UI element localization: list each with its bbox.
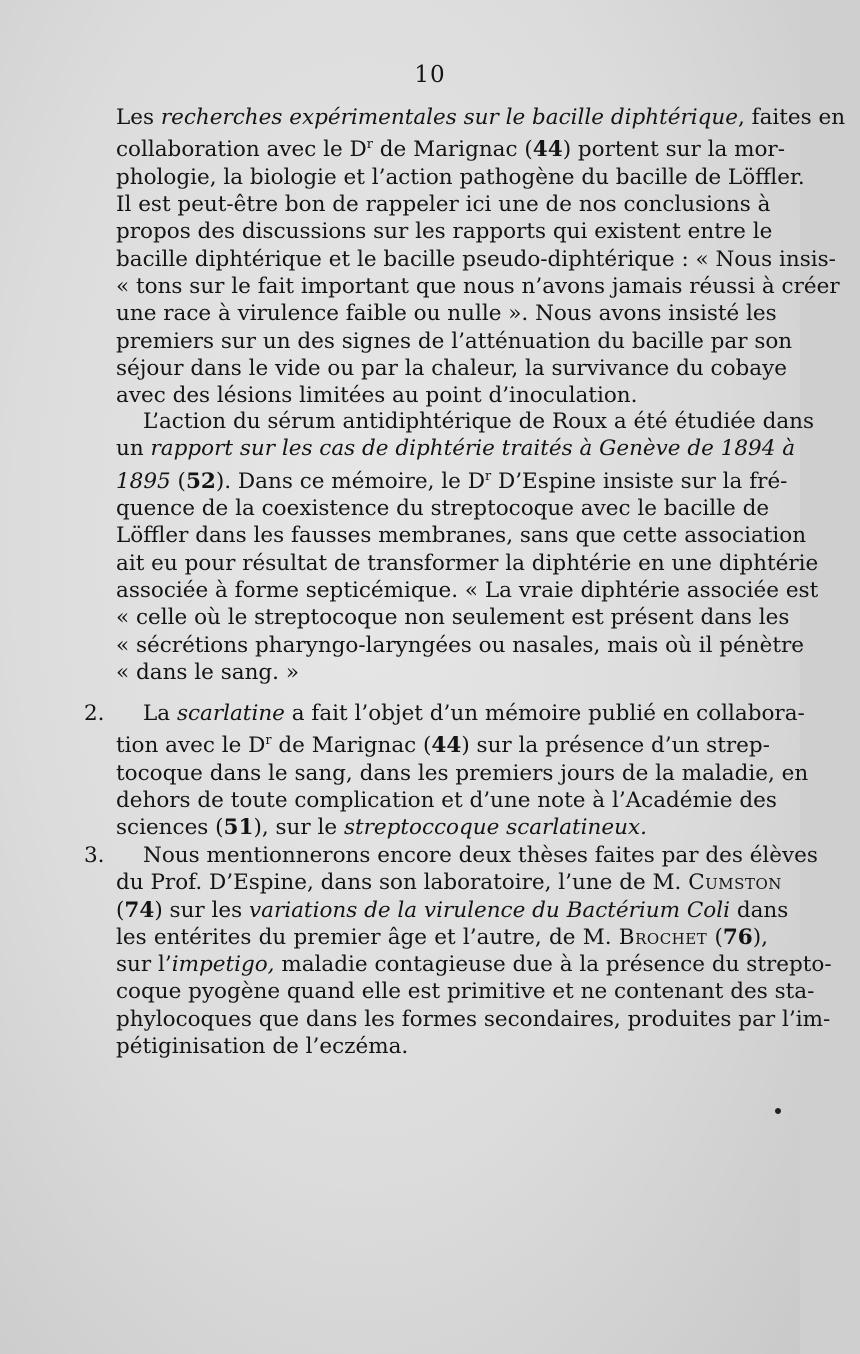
reference-number: 44 <box>431 733 462 759</box>
list-item-2-scarlatine <box>84 700 809 842</box>
list-item-number: 3. <box>84 843 105 868</box>
text-line: « celle où le streptocoque non seulement est présent dans les <box>116 605 790 631</box>
page-number: 10 <box>414 62 446 88</box>
italic-text: variations de la virulence du Bactérium Coli <box>249 897 730 923</box>
text-line: phylocoques que dans les formes secondaires, produites par l’im- <box>116 1006 831 1032</box>
reference-number: 74 <box>124 897 155 923</box>
italic-text: 1895 <box>116 468 171 494</box>
text-line: « dans le sang. » <box>116 659 300 685</box>
text-line: séjour dans le vide ou par la chaleur, la survivance du cobaye <box>116 355 787 381</box>
text-line: phologie, la biologie et l’action pathogène du bacille de Löffler. <box>116 164 805 190</box>
author-name: Cumston <box>688 870 782 896</box>
text-line: tion avec le $D^r$ de Marignac (44) sur la présence d’un strep- <box>116 733 770 759</box>
reference-number: 52 <box>185 468 216 494</box>
italic-text: scarlatine <box>176 701 285 726</box>
text-line: « sécrétions pharyngo-laryngées ou nasales, mais où il pénètre <box>116 632 804 658</box>
text-line: du Prof. D’Espine, dans son laboratoire, l’une de M. Cumston <box>116 870 782 896</box>
text-line: Il est peut-être bon de rappeler ici une de nos conclusions à <box>116 192 771 218</box>
paragraph-serum-report <box>116 408 819 686</box>
superscript: r <box>265 733 272 749</box>
text-line: quence de la coexistence du streptocoque avec le bacille de <box>116 496 770 522</box>
text-line: sciences (51), sur le streptoccoque scarlatineux. <box>116 815 647 841</box>
text-line: La scarlatine a fait l’objet d’un mémoire publié en collabora- <box>143 701 805 726</box>
italic-text: streptoccoque scarlatineux. <box>343 815 647 841</box>
text-line: pétiginisation de l’eczéma. <box>116 1034 409 1060</box>
text-line: premiers sur un des signes de l’atténuation du bacille par son <box>116 328 793 354</box>
text-line: une race à virulence faible ou nulle ». Nous avons insisté les <box>116 301 777 327</box>
text-line: L’action du sérum antidiphtérique de Roux a été étudiée dans <box>143 409 815 434</box>
author-name: Brochet <box>618 924 708 950</box>
text-line: collaboration avec le $D^r$ de Marignac (44) portent sur la mor- <box>116 137 785 163</box>
text-line: coque pyogène quand elle est primitive et ne contenant des sta- <box>116 979 815 1005</box>
italic-text: recherches expérimentales sur le bacille diphtérique <box>160 105 738 130</box>
text-line: propos des discussions sur les rapports qui existent entre le <box>116 219 773 245</box>
paragraph-diphtheria-research <box>116 104 846 409</box>
reference-number: 76 <box>722 924 753 950</box>
text-line: avec des lésions limitées au point d’inoculation. <box>116 383 638 409</box>
text-line: sur l’impetigo, maladie contagieuse due à la présence du strepto- <box>116 952 832 978</box>
reference-number: 44 <box>532 137 563 163</box>
list-item-number: 2. <box>84 701 105 726</box>
text-line: bacille diphtérique et le bacille pseudo-diphtérique : « Nous insis- <box>116 246 836 272</box>
reference-number: 51 <box>223 815 254 841</box>
superscript: r <box>366 137 373 153</box>
text-line: ait eu pour résultat de transformer la diphtérie en une diphtérie <box>116 550 819 576</box>
italic-text: impetigo, <box>171 952 275 978</box>
text-line: un rapport sur les cas de diphtérie traités à Genève de 1894 à <box>116 436 796 462</box>
text-line: Nous mentionnerons encore deux thèses faites par des élèves <box>143 843 818 868</box>
text-line: Löffler dans les fausses membranes, sans que cette association <box>116 523 807 549</box>
list-item-3-theses <box>84 842 832 1060</box>
ink-speck <box>775 1108 781 1114</box>
text-line: 1895 (52). Dans ce mémoire, le $D^r$ D’Espine insiste sur la fré- <box>116 468 788 494</box>
text-line: « tons sur le fait important que nous n’avons jamais réussi à créer <box>116 273 840 299</box>
text-line: (74) sur les variations de la virulence du Bactérium Coli dans <box>116 897 789 923</box>
superscript: r <box>484 468 492 484</box>
text-line: associée à forme septicémique. « La vraie diphtérie associée est <box>116 577 819 603</box>
text-line: les entérites du premier âge et l’autre, de M. Brochet (76), <box>116 924 768 950</box>
text-line: tocoque dans le sang, dans les premiers jours de la maladie, en <box>116 760 809 786</box>
text-line: Les recherches expérimentales sur le bacille diphtérique, faites en <box>116 105 846 130</box>
text-line: dehors de toute complication et d’une note à l’Académie des <box>116 788 777 814</box>
italic-text: rapport sur les cas de diphtérie traités à Genève de 1894 à <box>150 436 796 462</box>
